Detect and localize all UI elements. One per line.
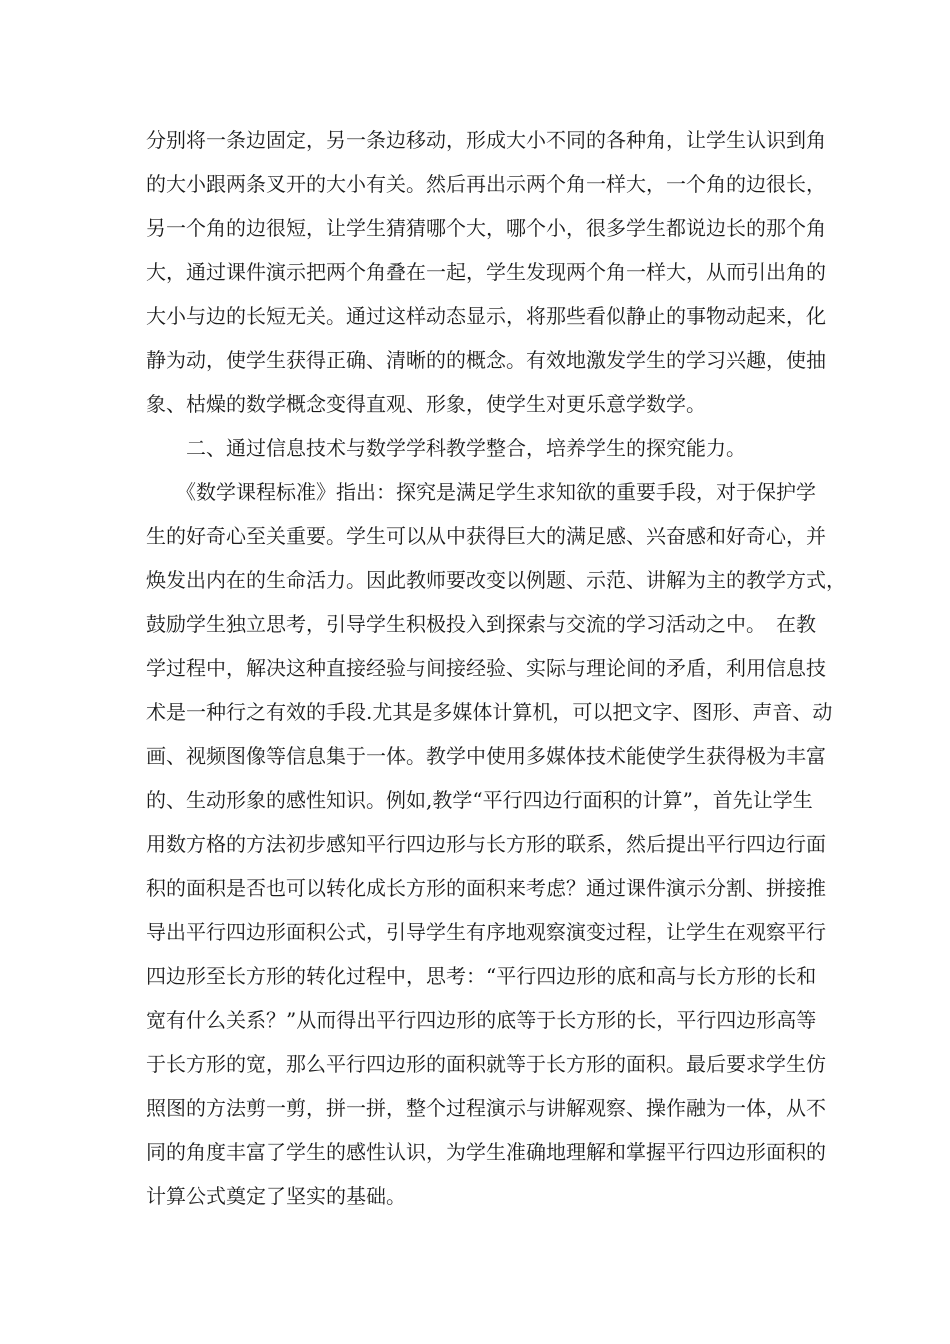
text-line: 学过程中，解决这种直接经验与间接经验、实际与理论间的矛盾，利用信息技: [146, 656, 826, 680]
text-line: 用数方格的方法初步感知平行四边形与长方形的联系，然后提出平行四边行面: [146, 832, 826, 856]
text-line: 的、生动形象的感性知识。例如,教学“平行四边行面积的计算”，首先让学生: [146, 788, 813, 812]
text-line: 的大小跟两条叉开的大小有关。然后再出示两个角一样大，一个角的边很长，: [146, 172, 826, 196]
section-heading: 二、通过信息技术与数学学科教学整合，培养学生的探究能力。: [146, 436, 746, 460]
text-line: 分别将一条边固定，另一条边移动，形成大小不同的各种角，让学生认识到角: [146, 128, 826, 152]
text-line: 于长方形的宽，那么平行四边形的面积就等于长方形的面积。最后要求学生仿: [146, 1052, 826, 1076]
text-line: 《数学课程标准》指出：探究是满足学生求知欲的重要手段，对于保护学: [146, 480, 816, 504]
text-line: 积的面积是否也可以转化成长方形的面积来考虑？通过课件演示分割、拼接推: [146, 876, 826, 900]
text-line: 四边形至长方形的转化过程中，思考：“平行四边形的底和高与长方形的长和: [146, 964, 817, 988]
text-line: 静为动，使学生获得正确、清晰的的概念。有效地激发学生的学习兴趣，使抽: [146, 348, 826, 372]
text-line: 焕发出内在的生命活力。因此教师要改变以例题、示范、讲解为主的教学方式，: [146, 568, 846, 592]
text-line: 大，通过课件演示把两个角叠在一起，学生发现两个角一样大，从而引出角的: [146, 260, 826, 284]
text-line: 象、枯燥的数学概念变得直观、形象，使学生对更乐意学数学。: [146, 392, 706, 416]
text-line: 鼓励学生独立思考，引导学生积极投入到探索与交流的学习活动之中。 在教: [146, 612, 816, 636]
text-line: 宽有什么关系？”从而得出平行四边形的底等于长方形的长，平行四边形高等: [146, 1008, 817, 1032]
text-line: 另一个角的边很短，让学生猜猜哪个大，哪个小，很多学生都说边长的那个角: [146, 216, 826, 240]
text-line: 照图的方法剪一剪，拼一拼，整个过程演示与讲解观察、操作融为一体，从不: [146, 1096, 826, 1120]
text-line: 画、视频图像等信息集于一体。教学中使用多媒体技术能使学生获得极为丰富: [146, 744, 826, 768]
text-line: 生的好奇心至关重要。学生可以从中获得巨大的满足感、兴奋感和好奇心，并: [146, 524, 826, 548]
text-line: 导出平行四边形面积公式，引导学生有序地观察演变过程，让学生在观察平行: [146, 920, 826, 944]
text-line: 大小与边的长短无关。通过这样动态显示，将那些看似静止的事物动起来，化: [146, 304, 826, 328]
text-line: 同的角度丰富了学生的感性认识，为学生准确地理解和掌握平行四边形面积的: [146, 1140, 826, 1164]
text-line: 术是一种行之有效的手段.尤其是多媒体计算机，可以把文字、图形、声音、动: [146, 700, 833, 724]
text-line: 计算公式奠定了坚实的基础。: [146, 1184, 406, 1208]
